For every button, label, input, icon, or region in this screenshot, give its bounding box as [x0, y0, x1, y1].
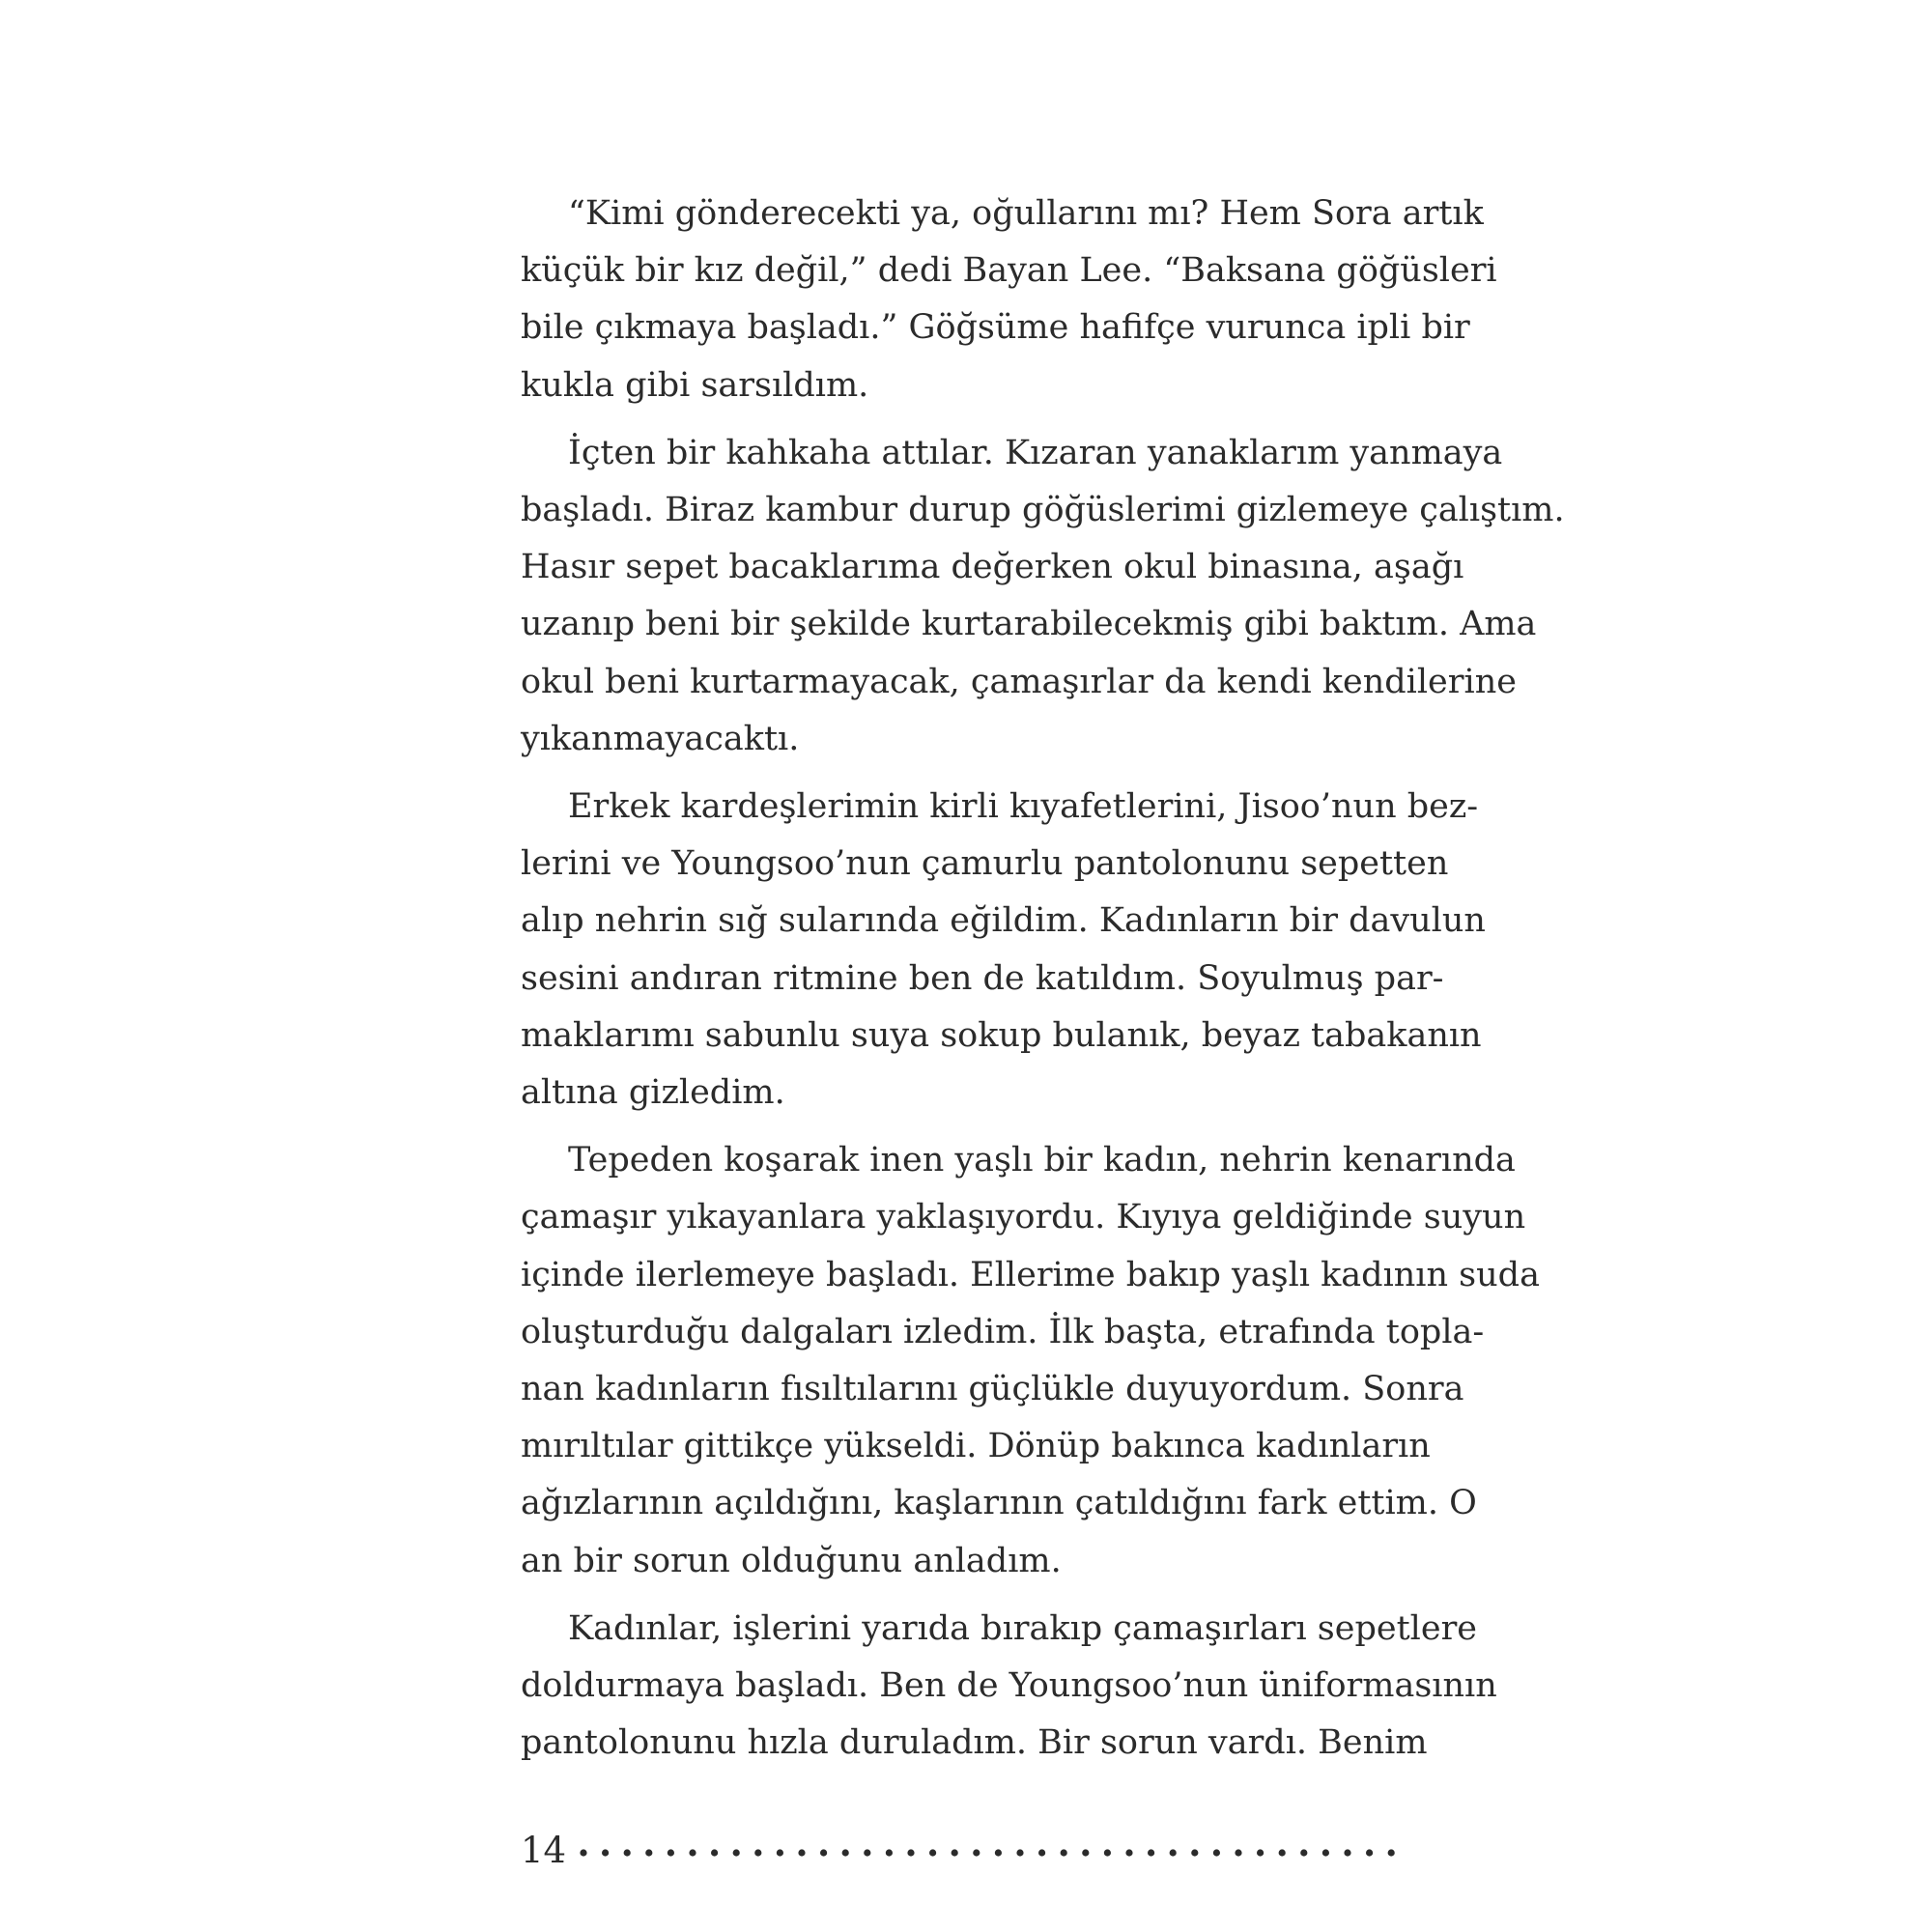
text-line: “Kimi gönderecekti ya, oğullarını mı? Hem Sora artık [568, 194, 1484, 233]
leader-dot [1082, 1849, 1089, 1856]
leader-dot [1388, 1849, 1395, 1856]
text-line: kukla gibi sarsıldım. [521, 365, 869, 405]
leader-dot [624, 1849, 631, 1856]
leader-dot [886, 1849, 893, 1856]
text-line: maklarımı sabunlu suya sokup bulanık, beyaz tabakanın [521, 1015, 1482, 1055]
body-text [521, 185, 1565, 1782]
leader-dot [733, 1849, 740, 1856]
text-line: doldurmaya başladı. Ben de Youngsoo’nun üniformasının [521, 1666, 1497, 1706]
leader-dot [1016, 1849, 1023, 1856]
leader-dot [1125, 1849, 1132, 1856]
text-line: çamaşır yıkayanlara yaklaşıyordu. Kıyıya geldiğinde suyun [521, 1198, 1526, 1237]
leader-dot [842, 1849, 849, 1856]
leader-dot [1257, 1849, 1264, 1856]
text-line: Hasır sepet bacaklarıma değerken okul binasına, aşağı [521, 548, 1464, 587]
paragraph-1 [521, 185, 1497, 414]
text-line: okul beni kurtarmayacak, çamaşırlar da kendi kendilerine [521, 662, 1517, 701]
leader-dot [754, 1849, 761, 1856]
text-line: Tepeden koşarak inen yaşlı bir kadın, nehrin kenarında [568, 1141, 1516, 1180]
text-line: lerini ve Youngsoo’nun çamurlu pantolonunu sepetten [521, 844, 1449, 884]
dot-leader-graphic [578, 1821, 1428, 1879]
leader-dot [820, 1849, 827, 1856]
text-line: an bir sorun olduğunu anladım. [521, 1541, 1062, 1580]
leader-dot [864, 1849, 870, 1856]
leader-dot [689, 1849, 696, 1856]
leader-dot [995, 1849, 1002, 1856]
leader-dot [1148, 1849, 1154, 1856]
leader-dot [1191, 1849, 1198, 1856]
leader-dot [645, 1849, 652, 1856]
text-line: sesini andıran ritmine ben de katıldım. Soyulmuş par- [521, 958, 1444, 998]
leader-dot [1235, 1849, 1241, 1856]
text-line: Kadınlar, işlerini yarıda bırakıp çamaşırları sepetlere [568, 1608, 1478, 1648]
text-line: başladı. Biraz kambur durup göğüslerimi gizlemeye çalıştım. [521, 491, 1565, 530]
page-number: 14 [521, 1829, 567, 1871]
leader-dot [1344, 1849, 1350, 1856]
text-line: bile çıkmaya başladı.” Göğsüme hafifçe vurunca ipli bir [521, 308, 1470, 348]
leader-dot [1300, 1849, 1307, 1856]
leader-dot [1038, 1849, 1045, 1856]
paragraph-2 [521, 425, 1565, 768]
leader-dot [907, 1849, 914, 1856]
text-line: oluşturduğu dalgaları izledim. İlk başta, etrafında topla- [521, 1312, 1485, 1351]
leader-dot [929, 1849, 936, 1856]
paragraph-3 [521, 779, 1486, 1122]
text-line: küçük bir kız değil,” dedi Bayan Lee. “Baksana göğüsleri [521, 251, 1497, 291]
text-line: ağızlarının açıldığını, kaşlarının çatıldığını fark ettim. O [521, 1484, 1477, 1523]
leader-dot [580, 1849, 586, 1856]
leader-dot [777, 1849, 783, 1856]
leader-dot [668, 1849, 674, 1856]
paragraph-4 [521, 1132, 1540, 1590]
leader-dot [1213, 1849, 1220, 1856]
leader-dot [711, 1849, 718, 1856]
text-line: nan kadınların fısıltılarını güçlükle duyuyordum. Sonra [521, 1370, 1464, 1409]
leader-dot [1170, 1849, 1177, 1856]
text-line: yıkanmayacaktı. [521, 719, 800, 758]
text-line: içinde ilerlemeye başladı. Ellerime bakıp yaşlı kadının suda [521, 1255, 1540, 1294]
text-line: alıp nehrin sığ sularında eğildim. Kadınların bir davulun [521, 901, 1486, 941]
leader-dot [952, 1849, 958, 1856]
leader-dot [798, 1849, 805, 1856]
text-line: altına gizledim. [521, 1073, 785, 1113]
leader-dot [602, 1849, 609, 1856]
leader-dot [1366, 1849, 1373, 1856]
paragraph-5 [521, 1601, 1497, 1773]
text-line: İçten bir kahkaha attılar. Kızaran yanaklarım yanmaya [568, 433, 1503, 472]
text-line: uzanıp beni bir şekilde kurtarabilecekmiş gibi baktım. Ama [521, 605, 1537, 644]
text-line: mırıltılar gittikçe yükseldi. Dönüp bakınca kadınların [521, 1427, 1431, 1466]
page-footer [521, 1821, 1411, 1879]
dot-leader [578, 1821, 1428, 1879]
leader-dot [1279, 1849, 1286, 1856]
text-line: Erkek kardeşlerimin kirli kıyafetlerini, Jisoo’nun bez- [568, 787, 1479, 827]
leader-dot [1061, 1849, 1067, 1856]
leader-dot [1104, 1849, 1111, 1856]
leader-dot [1322, 1849, 1329, 1856]
leader-dot [973, 1849, 980, 1856]
text-line: pantolonunu hızla duruladım. Bir sorun vardı. Benim [521, 1723, 1428, 1763]
